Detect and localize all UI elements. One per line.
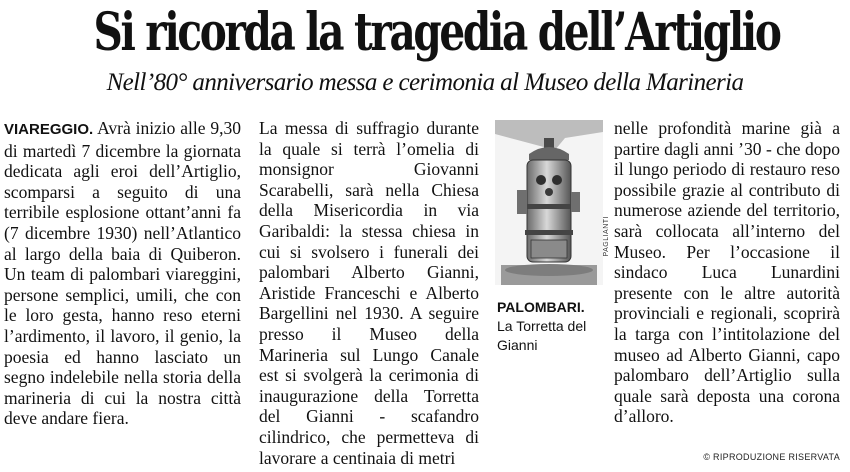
photo-caption bbox=[497, 298, 609, 355]
copyright-notice: © RIPRODUZIONE RISERVATA bbox=[703, 452, 840, 462]
dateline: VIAREGGIO. bbox=[4, 121, 94, 138]
article-column-1 bbox=[4, 118, 241, 429]
headline: Si ricorda la tragedia dell’Artiglio bbox=[93, 2, 780, 63]
column-3-text: nelle profondità marine già a partire dagli anni ’30 - che dopo il lungo periodo di restauro reso possibile grazie al contributo di numerose aziende del territorio, sarà collocata all’interno del Museo. Per l’occasione il sindaco Luca Lunardini presente con le altre autorità provinciali e regionali, scoprirà la targa con l’intitolazione del museo ad Alberto Gianni, capo palombaro dell’Artiglio sulla quale sarà deposta una corona d’alloro. bbox=[614, 118, 840, 427]
photo-credit: PAGLIANTI bbox=[603, 216, 610, 257]
diving-bell-illustration bbox=[495, 120, 603, 285]
column-2-text: La messa di suffragio durante la quale si terrà l’omelia di monsignor Giovanni Scarabelli, sarà nella Chiesa della Misericordia in via Garibaldi: la stessa chiesa in cui si svolsero i funerali dei palombari Alberto Gianni, Aristide Franceschi e Alberto Bargellini nel 1930. A seguire presso il Museo della Marineria sul Lungo Canale est si svolgerà la cerimonia di inaugurazione della Torretta del Gianni - scafandro cilindrico, che permetteva di lavorare a centinaia di metri bbox=[259, 118, 479, 468]
subheadline: Nell’80° anniversario messa e cerimonia al Museo della Marineria bbox=[106, 69, 744, 96]
caption-title: PALOMBARI. bbox=[497, 299, 585, 315]
column-1-text: Avrà inizio alle 9,30 di martedì 7 dicembre la giornata dedicata agli eroi dell’Artiglio, scomparsi a seguito di una terribile esplosione ottant’anni fa (7 dicembre 1930) nell’Atlantico al largo della baia di Quiberon. Un team di palombari viareggini, persone semplici, umili, che con le loro gesta, hanno reso eterni l’ardimento, il lavoro, il genio, la poesia ed hanno lasciato un segno indelebile nella storia della marineria di cui la nostra città deve andare fiera. bbox=[4, 118, 241, 429]
caption-text: La Torretta del Gianni bbox=[497, 318, 587, 353]
article-column-3 bbox=[614, 118, 840, 427]
torretta-photo bbox=[495, 120, 603, 285]
article-column-2 bbox=[259, 118, 479, 468]
